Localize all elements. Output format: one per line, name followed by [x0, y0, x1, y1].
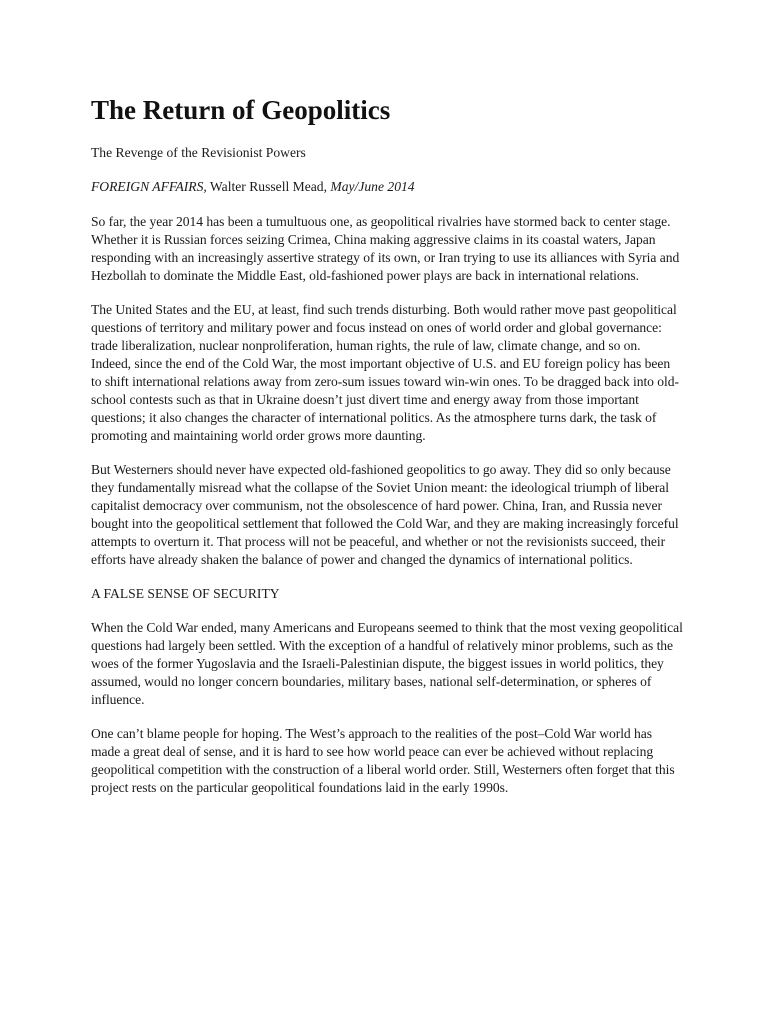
author-name: Walter Russell Mead,	[206, 179, 331, 194]
publication-date: May/June 2014	[330, 179, 415, 194]
publication-name: FOREIGN AFFAIRS,	[91, 179, 207, 194]
paragraph-us-eu: The United States and the EU, at least, find such trends disturbing. Both would rather move past geopolitical questions of territory and military power and focus instead on ones of world order and global governance: trade liberalization, nuclear nonproliferation, human rights, the rule of law, climate change, and so on. Indeed, since the end of the Cold War, the most important objective of U.S. and EU foreign policy has been to shift international relations away from zero-sum issues toward win-win ones. To be dragged back into old-school contests such as that in Ukraine doesn’t just divert time and energy away from those important questions; it also changes the character of international politics. As the atmosphere turns dark, the task of promoting and maintaining world order grows more daunting.	[91, 302, 679, 443]
article-byline	[91, 178, 683, 196]
paragraph-cold-war-ended: When the Cold War ended, many Americans and Europeans seemed to think that the most vexing geopolitical questions had largely been settled. With the exception of a handful of relatively minor problems, such as the woes of the former Yugoslavia and the Israeli-Palestinian dispute, the biggest issues in world politics, they assumed, would no longer concern boundaries, military bases, national self-determination, or spheres of influence.	[91, 620, 683, 707]
section-heading: A FALSE SENSE OF SECURITY	[91, 586, 280, 601]
paragraph-hoping: One can’t blame people for hoping. The West’s approach to the realities of the post–Cold War world has made a great deal of sense, and it is hard to see how world peace can ever be achieved without replacing geopolitical competition with the construction of a liberal world order. Still, Westerners often forget that this project rests on the particular geopolitical foundations laid in the early 1990s.	[91, 726, 675, 795]
paragraph-westerners: But Westerners should never have expected old-fashioned geopolitics to go away. They did so only because they fundamentally misread what the collapse of the Soviet Union meant: the ideological triumph of liberal capitalist democracy over communism, not the obsolescence of hard power. China, Iran, and Russia never bought into the geopolitical settlement that followed the Cold War, and they are making increasingly forceful attempts to overturn it. That process will not be peaceful, and whether or not the revisionists succeed, their efforts have already shaken the balance of power and changed the dynamics of international politics.	[91, 462, 679, 567]
paragraph-intro: So far, the year 2014 has been a tumultuous one, as geopolitical rivalries have stormed back to center stage. Whether it is Russian forces seizing Crimea, China making aggressive claims in its coastal waters, Japan responding with an increasingly assertive strategy of its own, or Iran trying to use its alliances with Syria and Hezbollah to dominate the Middle East, old-fashioned power plays are back in international relations.	[91, 214, 680, 283]
article-title: The Return of Geopolitics	[91, 95, 391, 125]
document-page	[91, 93, 683, 813]
article-subtitle: The Revenge of the Revisionist Powers	[91, 145, 306, 160]
